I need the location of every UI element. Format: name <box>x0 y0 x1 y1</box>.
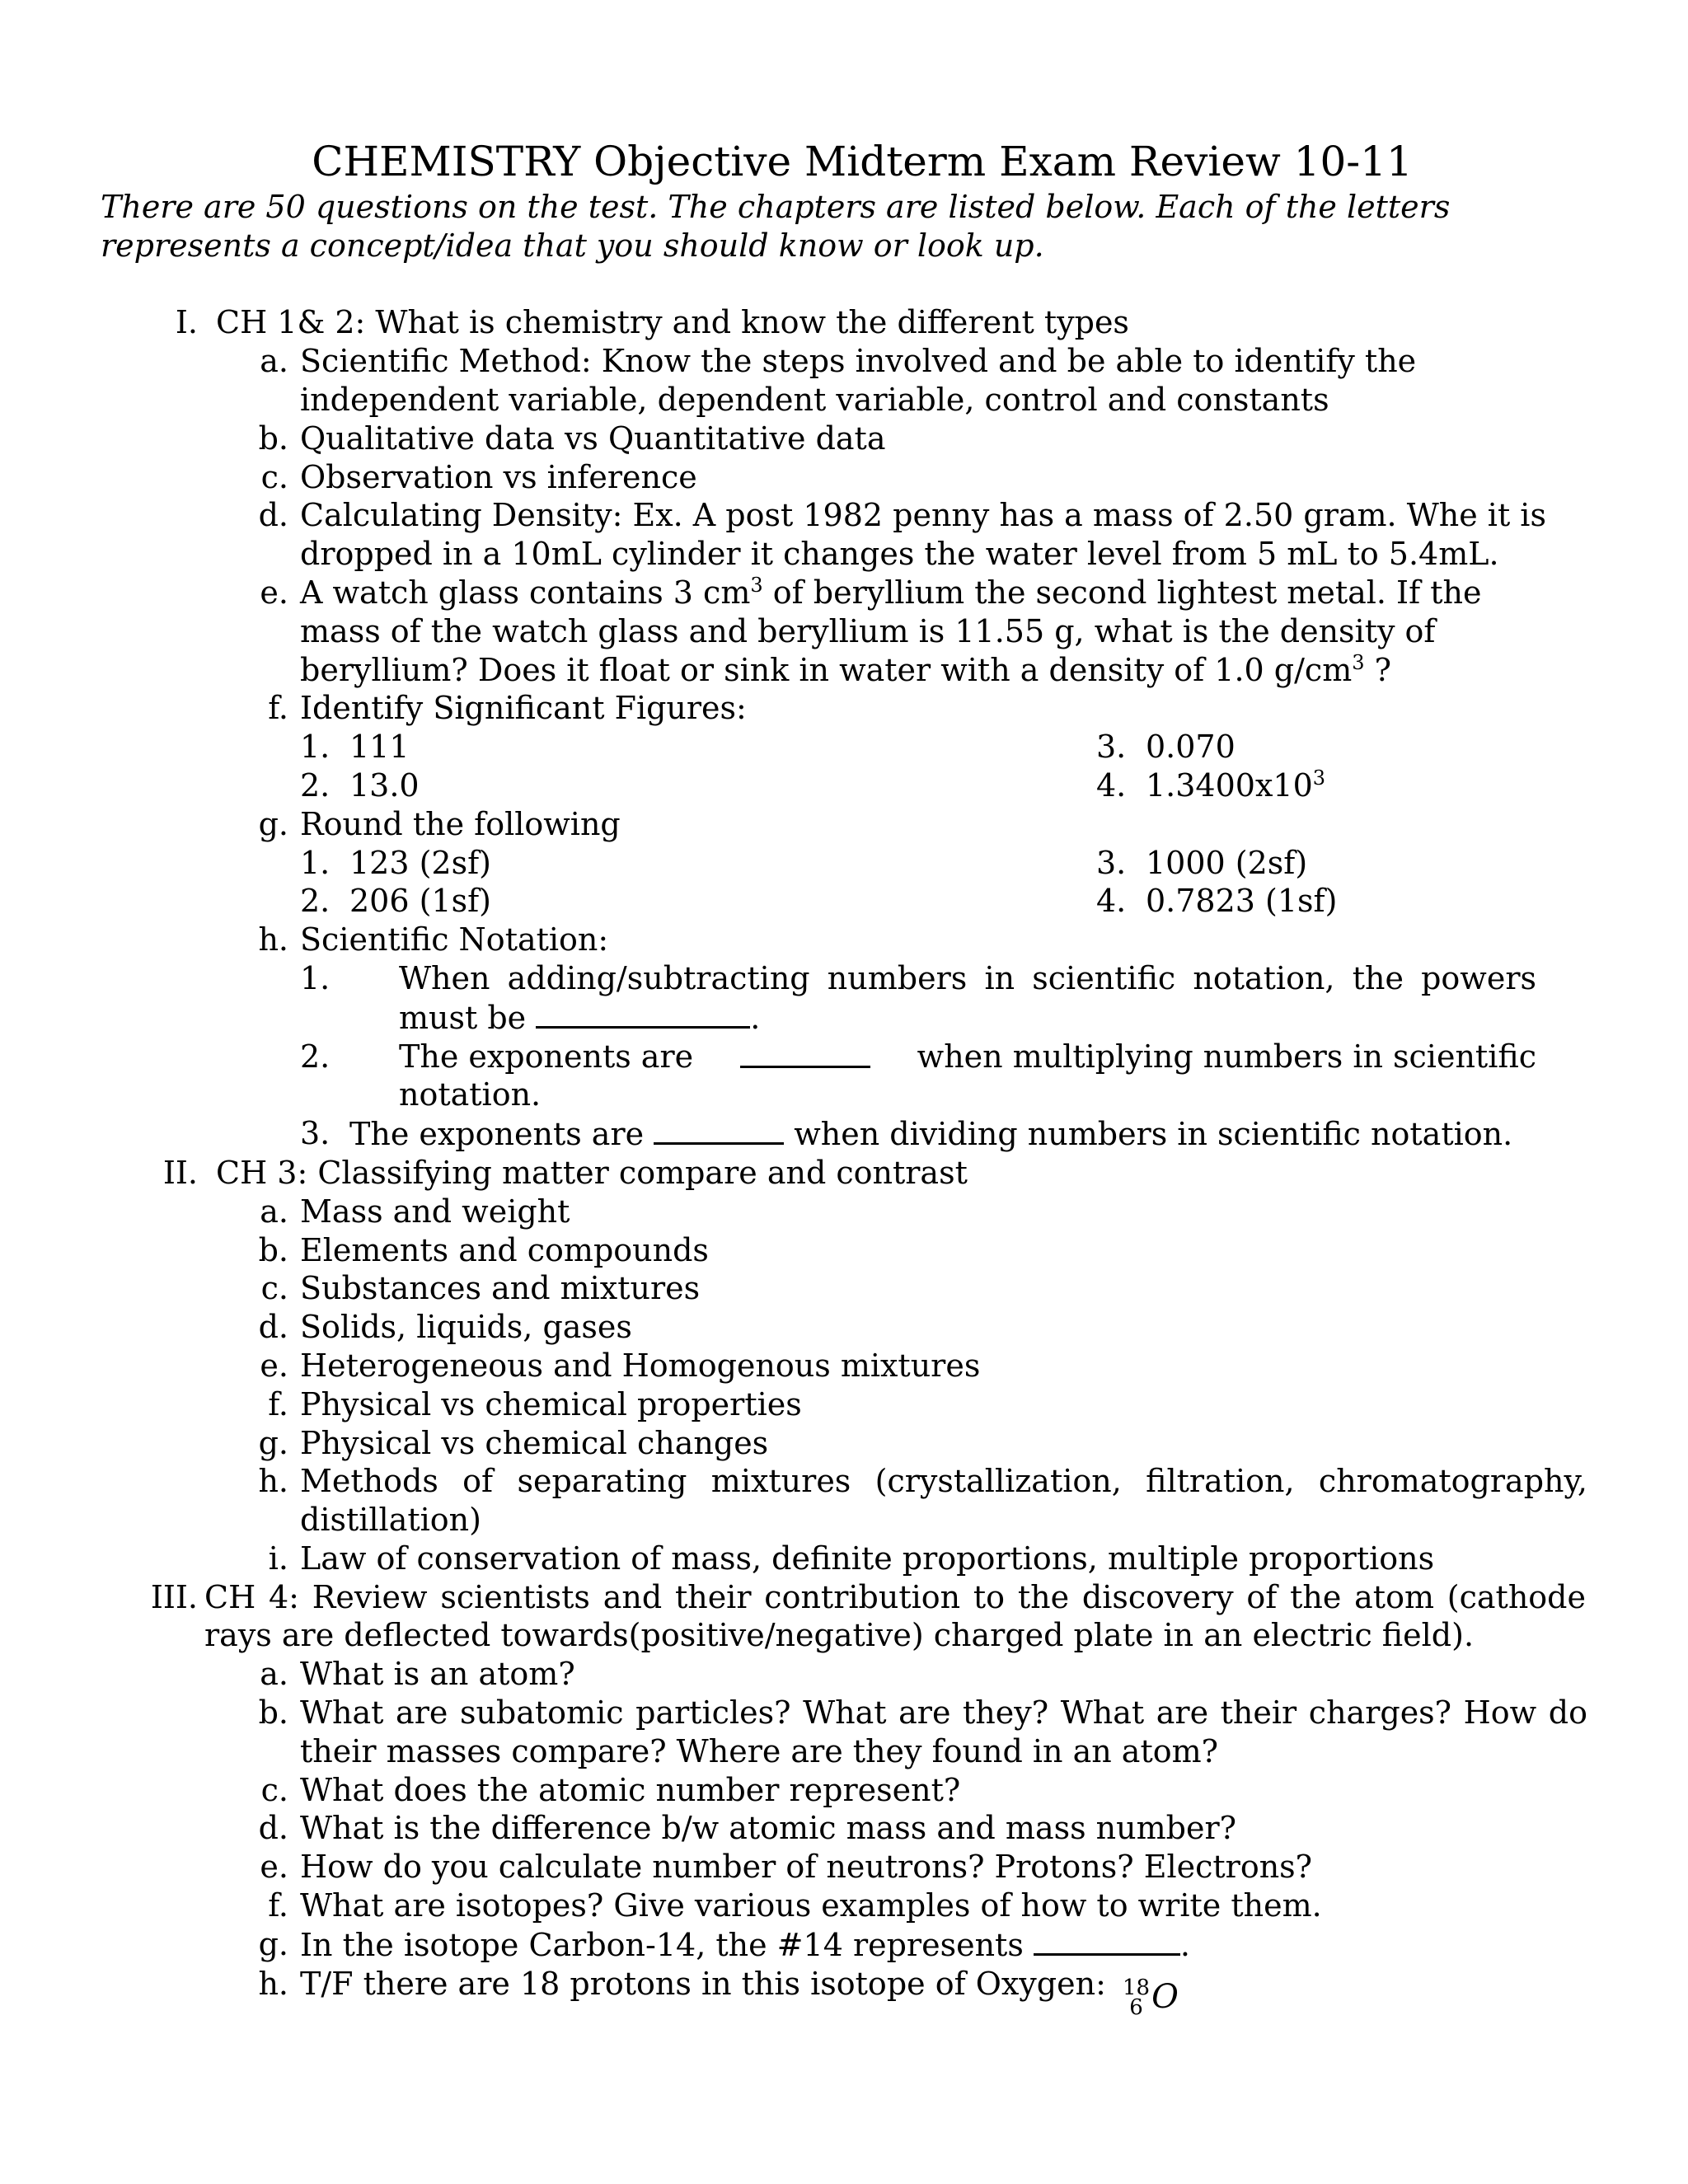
item-text: Qualitative data vs Quantitative data <box>300 419 886 457</box>
section-2-items <box>239 1193 1587 1578</box>
item-1b <box>239 419 1587 458</box>
item-line: dropped in a 10mL cylinder it changes the water level from 5 mL to 5.4mL. <box>300 536 1499 573</box>
list-item: 2. 206 (1sf) <box>300 883 492 920</box>
list-item: 2. 13.0 <box>300 766 420 804</box>
list-item: e. Heterogeneous and Homogenous mixtures <box>260 1347 981 1384</box>
sigfig-list <box>300 728 1587 805</box>
section-label: II. <box>162 1154 198 1191</box>
item-line: beryllium? Does it float or sink in water with a density of 1.0 $g/cm^3$ ? <box>300 650 1391 688</box>
item-line: independent variable, dependent variable, control and constants <box>300 381 1329 418</box>
list-item: g. Physical vs chemical changes <box>258 1424 769 1461</box>
list-item: d. Solids, liquids, gases <box>258 1309 632 1346</box>
oxygen-isotope-notation <box>1122 1975 1179 2020</box>
item-label: a. <box>260 343 288 380</box>
item-label: h. <box>258 921 288 958</box>
item-label: g. <box>258 805 288 842</box>
intro-line-2: represents a concept/idea that you should know or look up. <box>101 227 1044 264</box>
item-line: mass of the watch glass and beryllium is 11.55 g, what is the density of <box>300 612 1436 649</box>
element-symbol: O <box>1151 1978 1179 2017</box>
section-2-heading <box>101 1154 1587 1193</box>
answer-blank[interactable] <box>654 1114 784 1145</box>
section-label: III. <box>150 1578 198 1615</box>
list-item: h. Methods of separating mixtures (crystallization, filtration, chromatography, distillation) <box>258 1463 1587 1539</box>
section-label: I. <box>175 304 198 341</box>
list-item: h. T/F there are 18 protons in this isotope of Oxygen: 18 6 O <box>258 1965 1179 2020</box>
section-2 <box>101 1154 1587 1578</box>
list-item: c. Substances and mixtures <box>260 1270 701 1307</box>
answer-blank[interactable] <box>1034 1925 1180 1956</box>
section-text: CH 3: Classifying matter compare and contrast <box>216 1154 968 1191</box>
sci-notation-list <box>300 959 1536 1154</box>
list-item: g. In the isotope Carbon-14, the #14 represents . <box>258 1925 1190 1963</box>
mass-number: 18 <box>1122 1975 1151 2000</box>
item-1h <box>239 921 1587 959</box>
atomic-number: 6 <box>1129 1994 1143 2020</box>
item-1d <box>239 496 1587 574</box>
list-item: 3. The exponents are when dividing numbers in scientific notation. <box>300 1115 1513 1153</box>
list-item: a. What is an atom? <box>260 1656 575 1693</box>
item-1c <box>239 458 1587 497</box>
list-item: 4. $1.3400x10^3$ <box>1096 766 1326 804</box>
list-item: 1. 111 <box>300 729 410 766</box>
section-text: CH 1& 2: What is chemistry and know the different types <box>216 304 1129 341</box>
list-item: 1. 123 (2sf) <box>300 844 492 881</box>
item-line: A watch glass contains 3 $cm^3$ of beryllium the second lightest metal. If the <box>300 573 1482 611</box>
answer-blank[interactable] <box>536 998 750 1029</box>
item-label: b. <box>258 419 288 457</box>
spacer <box>101 265 1587 304</box>
item-label: c. <box>260 458 288 495</box>
item-label: d. <box>258 497 288 534</box>
item-label: f. <box>268 690 288 727</box>
list-item: 2. The exponents are when multiplying numbers in scientific notation. <box>300 1038 1536 1113</box>
list-item: d. What is the difference b/w atomic mass and mass number? <box>258 1810 1237 1847</box>
item-line: Calculating Density: Ex. A post 1982 penny has a mass of 2.50 gram. Whe it is <box>300 497 1546 534</box>
item-1e <box>239 574 1587 689</box>
section-1 <box>101 303 1587 1154</box>
list-item: 4. 0.7823 (1sf) <box>1096 883 1338 920</box>
list-item: 3. 1000 (2sf) <box>1096 844 1308 881</box>
item-1f <box>239 689 1587 728</box>
item-text: Observation vs inference <box>300 458 697 495</box>
section-3-heading: III. CH 4: Review scientists and their contribution to the discovery of the atom (cathode rays are deflected towards(positive/negative) charged plate in an electric field). <box>101 1578 1587 1656</box>
list-item: a. Mass and weight <box>260 1193 570 1230</box>
list-item: 1. When adding/subtracting numbers in scientific notation, the powers must be . <box>300 959 1536 1036</box>
list-item: b. What are subatomic particles? What are they? What are their charges? How do their masses compare? Where are they found in an atom? <box>258 1694 1587 1769</box>
list-item: f. Physical vs chemical properties <box>268 1385 802 1422</box>
section-1-items <box>239 342 1587 1154</box>
list-item: e. How do you calculate number of neutrons? Protons? Electrons? <box>260 1849 1313 1886</box>
page-title: CHEMISTRY Objective Midterm Exam Review 10-11 <box>312 138 1413 185</box>
section-3 <box>101 1578 1587 2018</box>
item-1g <box>239 805 1587 844</box>
rounding-list <box>300 844 1587 921</box>
item-text: Identify Significant Figures: <box>300 690 747 727</box>
item-text: Scientific Notation: <box>300 921 609 958</box>
item-text: Round the following <box>300 805 621 842</box>
intro-line-1: There are 50 questions on the test. The chapters are listed below. Each of the letters <box>101 189 1451 225</box>
list-item: i. Law of conservation of mass, definite proportions, multiple proportions <box>268 1540 1435 1577</box>
section-3-items <box>239 1655 1587 2020</box>
list-item: b. Elements and compounds <box>258 1231 709 1268</box>
answer-blank[interactable] <box>740 1038 870 1068</box>
list-item: 3. 0.070 <box>1096 729 1236 766</box>
item-label: e. <box>260 574 288 611</box>
list-item: c. What does the atomic number represent? <box>260 1771 961 1808</box>
item-line: Scientific Method: Know the steps involved and be able to identify the <box>300 343 1417 380</box>
section-1-heading <box>101 303 1587 342</box>
list-item: f. What are isotopes? Give various examples of how to write them. <box>268 1887 1322 1924</box>
item-1a <box>239 342 1587 419</box>
